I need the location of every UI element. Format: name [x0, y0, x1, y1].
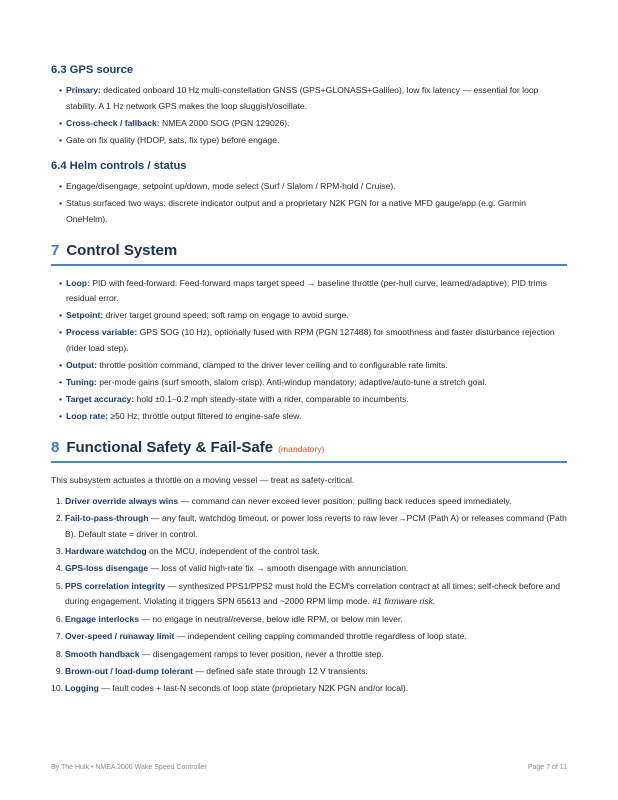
page-content [51, 64, 567, 699]
item-text: — no engage in neutral/reverse, below idle RPM, or below min lever. [139, 613, 403, 624]
item-text: — independent ceiling capping commanded throttle regardless of loop state. [174, 631, 467, 642]
item-text: Status surfaced two ways: discrete indicator output and a proprietary N2K PGN for a native MFD gauge/app (e.g. Garmin OneHelm). [66, 198, 526, 225]
list-item [60, 179, 567, 195]
section-8-list [51, 494, 567, 697]
item-label: Engage interlocks [65, 613, 140, 624]
section-title: Control System [66, 241, 178, 259]
item-text: — synthesized PPS1/PPS2 must hold the ECM's correlation contract at all times; self-check before and during engagement. Violating it triggers SPN 65613 and ~2000 RPM limp mode. [65, 580, 561, 607]
item-text: — fault codes + last-N seconds of loop state (proprietary N2K PGN and/or local). [98, 683, 409, 694]
item-number: 10. [51, 683, 63, 694]
list-item [60, 308, 567, 324]
section-number: 7 [51, 241, 60, 259]
item-text: Gate on fix quality (HDOP, sats, fix type) before engage. [66, 134, 280, 145]
item-text: — command can never exceed lever position; pulling back reduces speed immediately. [178, 495, 512, 506]
section-6-4-list [51, 179, 567, 227]
item-text: throttle position command, clamped to the driver lever ceiling and to configurable rate limits. [97, 360, 448, 371]
list-item [60, 196, 567, 227]
list-item [55, 494, 567, 510]
item-text: driver target ground speed; soft ramp on engage to avoid surge. [103, 310, 349, 321]
list-item [60, 409, 567, 425]
item-label: Process variable: [66, 327, 138, 338]
list-item [60, 133, 567, 149]
list-item [55, 561, 567, 577]
item-label: Tuning: [66, 377, 97, 388]
list-item [55, 511, 567, 542]
item-label: Driver override always wins [65, 495, 179, 506]
footer-left: By The Hulk • NMEA 2000 Wake Speed Controller [51, 764, 207, 771]
item-number: 5. [55, 580, 63, 591]
list-item [55, 612, 567, 628]
item-label: Hardware watchdog [65, 545, 147, 556]
list-item [60, 325, 567, 356]
list-item [51, 681, 567, 697]
item-text: per-mode gains (surf smooth, slalom crisp). Anti-windup mandatory; adaptive/auto-tune a stretch goal. [96, 377, 487, 388]
item-label: Loop rate: [66, 411, 109, 422]
section-number: 8 [51, 439, 60, 456]
item-text: hold ±0.1–0.2 mph steady-state with a rider, comparable to incumbents. [134, 394, 409, 405]
item-number: 9. [55, 665, 63, 676]
item-label: GPS-loss disengage [65, 563, 149, 574]
item-text: PID with feed-forward. Feed-forward maps target speed → baseline throttle (per-hull curve, learned/adaptive); PID trims residual error. [66, 277, 547, 304]
item-text: Engage/disengage, setpoint up/down, mode select (Surf / Slalom / RPM-hold / Cruise). [66, 181, 396, 192]
item-label: Primary: [66, 85, 101, 95]
item-label: Cross-check / fallback: [66, 117, 160, 128]
item-number: 7. [55, 631, 63, 642]
item-text: dedicated onboard 10 Hz multi-constellation GNSS (GPS+GLONASS+Galileo), low fix latency — essential for loop stability. A 1 Hz network GPS makes the loop sluggish/oscillate. [66, 85, 539, 111]
item-number: 6. [55, 613, 63, 624]
item-label: Logging [65, 683, 99, 694]
item-label: Over-speed / runaway limit [65, 631, 175, 642]
list-item [60, 375, 567, 391]
list-item [60, 358, 567, 374]
item-label: PPS correlation integrity [65, 580, 166, 591]
list-item [55, 579, 567, 610]
item-text: — any fault, watchdog timeout, or power loss reverts to raw lever→PCM (Path A) or releases command (Path B). Default state = driver in control. [65, 512, 567, 539]
list-item [55, 647, 567, 663]
item-number: 4. [55, 563, 63, 574]
item-text: NMEA 2000 SOG (PGN 129026). [159, 117, 290, 128]
item-text: on the MCU, independent of the control task. [146, 545, 320, 556]
item-label: Smooth handback [65, 648, 140, 659]
section-7-heading [51, 242, 567, 266]
item-label: Output: [66, 360, 98, 371]
item-text: — loss of valid high-rate fix → smooth disengage with annunciation. [148, 563, 409, 574]
mandatory-tag: (mandatory) [278, 444, 325, 454]
list-item [60, 83, 567, 114]
page-footer [51, 764, 567, 771]
list-item [60, 276, 567, 307]
page-number: Page 7 of 11 [527, 764, 567, 771]
section-8-intro: This subsystem actuates a throttle on a moving vessel — treat as safety-critical. [51, 475, 355, 485]
list-item [60, 116, 567, 132]
item-number: 8. [55, 648, 63, 659]
item-number: 2. [55, 512, 63, 523]
item-number: 1. [55, 495, 63, 506]
section-6-3-heading: 6.3 GPS source [51, 64, 134, 76]
item-text: — disengagement ramps to lever position, never a throttle step. [139, 648, 384, 659]
section-6-3-list [51, 83, 567, 148]
section-6-4-heading: 6.4 Helm controls / status [51, 160, 187, 173]
item-text: GPS SOG (10 Hz), optionally fused with RPM (PGN 127488) for smoothness and faster disturbance rejection (rider load step). [66, 327, 555, 354]
item-text: — defined safe state through 12 V transients. [192, 665, 368, 676]
list-item [55, 629, 567, 645]
section-title: Functional Safety & Fail-Safe [66, 439, 274, 456]
section-8-heading [51, 439, 567, 463]
list-item [60, 392, 567, 408]
list-item [55, 544, 567, 560]
section-7-list [51, 276, 567, 425]
item-label: Setpoint: [66, 310, 104, 321]
item-text: ≥50 Hz; throttle output filtered to engine-safe slew. [108, 411, 302, 422]
item-label: Fail-to-pass-through [65, 512, 149, 523]
item-label: Target accuracy: [66, 394, 135, 405]
item-label: Brown-out / load-dump tolerant [65, 665, 193, 676]
risk-note: #1 firmware risk. [372, 596, 436, 607]
item-number: 3. [55, 545, 63, 556]
item-label: Loop: [66, 277, 90, 288]
list-item [55, 664, 567, 680]
